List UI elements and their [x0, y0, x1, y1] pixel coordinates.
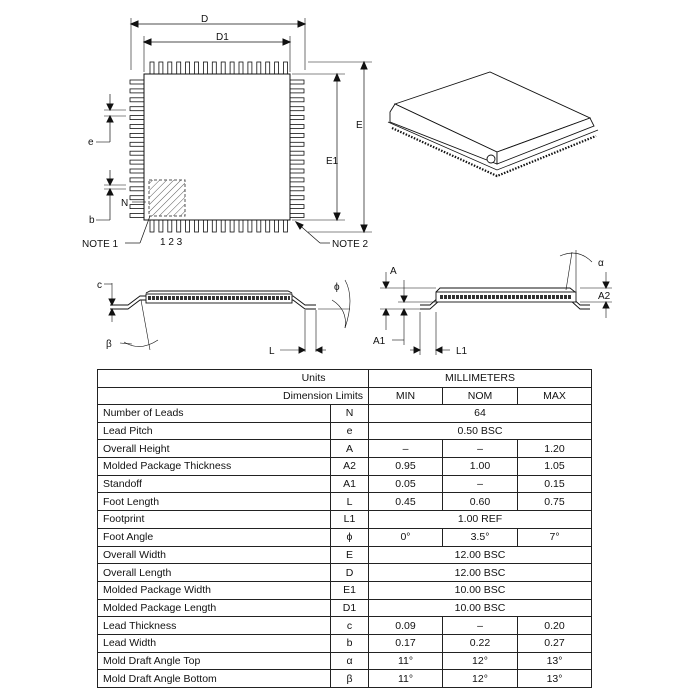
- symbol-cell: L1: [331, 511, 369, 529]
- parameter-cell: Mold Draft Angle Top: [98, 652, 331, 670]
- symbol-cell: A: [331, 440, 369, 458]
- min-cell: 11°: [369, 652, 443, 670]
- lead: [130, 187, 144, 191]
- value-cell: 0.50 BSC: [369, 422, 592, 440]
- lead: [177, 62, 181, 74]
- lead: [203, 220, 207, 232]
- label-E1: E1: [326, 156, 339, 167]
- lead: [284, 62, 288, 74]
- table-row: [98, 405, 592, 423]
- lead: [130, 133, 144, 137]
- max-cell: 13°: [518, 670, 592, 688]
- limits-header-row: [98, 387, 592, 405]
- lead: [130, 89, 144, 93]
- lead: [212, 220, 216, 232]
- label-A: A: [390, 266, 397, 277]
- table-row: [98, 599, 592, 617]
- label-E: E: [356, 120, 363, 131]
- parameter-cell: Footprint: [98, 511, 331, 529]
- max-header: MAX: [518, 387, 592, 405]
- nom-cell: 12°: [443, 670, 518, 688]
- lead: [290, 205, 304, 209]
- lead: [275, 220, 279, 232]
- parameter-cell: Overall Width: [98, 546, 331, 564]
- value-cell: 10.00 BSC: [369, 581, 592, 599]
- label-pins: 1 2 3: [160, 237, 183, 248]
- max-cell: 1.20: [518, 440, 592, 458]
- label-N: N: [121, 198, 129, 209]
- symbol-cell: N: [331, 405, 369, 423]
- lead: [130, 151, 144, 155]
- lead: [130, 214, 144, 218]
- parameter-cell: Lead Width: [98, 634, 331, 652]
- lead: [290, 80, 304, 84]
- units-value: MILLIMETERS: [369, 370, 592, 388]
- lead: [290, 142, 304, 146]
- min-cell: 0.45: [369, 493, 443, 511]
- lead: [221, 62, 225, 74]
- lead: [130, 160, 144, 164]
- lead: [203, 62, 207, 74]
- nom-cell: 1.00: [443, 458, 518, 476]
- nom-cell: 0.60: [443, 493, 518, 511]
- parameter-cell: Overall Height: [98, 440, 331, 458]
- lead: [290, 133, 304, 137]
- nom-cell: 0.22: [443, 634, 518, 652]
- lead: [230, 220, 234, 232]
- max-cell: 0.20: [518, 617, 592, 635]
- symbol-cell: β: [331, 670, 369, 688]
- lead: [130, 116, 144, 120]
- lead: [168, 62, 172, 74]
- table-row: [98, 493, 592, 511]
- table-row: [98, 617, 592, 635]
- parameter-cell: Lead Pitch: [98, 422, 331, 440]
- nom-cell: 3.5°: [443, 528, 518, 546]
- lead: [130, 196, 144, 200]
- label-c: c: [97, 280, 102, 291]
- min-cell: 0°: [369, 528, 443, 546]
- isometric-view: [388, 72, 598, 176]
- nom-cell: 12°: [443, 652, 518, 670]
- max-cell: 0.15: [518, 475, 592, 493]
- lead: [257, 220, 261, 232]
- label-beta: β: [106, 339, 112, 350]
- lead: [130, 98, 144, 102]
- lead: [130, 125, 144, 129]
- lead: [186, 62, 190, 74]
- symbol-cell: c: [331, 617, 369, 635]
- symbol-cell: e: [331, 422, 369, 440]
- parameter-cell: Molded Package Length: [98, 599, 331, 617]
- lead: [168, 220, 172, 232]
- symbol-cell: D1: [331, 599, 369, 617]
- nom-header: NOM: [443, 387, 518, 405]
- table-row: [98, 475, 592, 493]
- units-header-row: [98, 370, 592, 388]
- symbol-cell: E1: [331, 581, 369, 599]
- min-header: MIN: [369, 387, 443, 405]
- dimension-table: [97, 369, 592, 688]
- lead: [290, 107, 304, 111]
- lead: [177, 220, 181, 232]
- lead: [130, 205, 144, 209]
- symbol-cell: α: [331, 652, 369, 670]
- lead: [290, 214, 304, 218]
- limits-label: Dimension Limits: [98, 387, 369, 405]
- lead: [239, 220, 243, 232]
- side-view-left: [104, 280, 350, 353]
- lead: [290, 196, 304, 200]
- nom-cell: –: [443, 440, 518, 458]
- value-cell: 12.00 BSC: [369, 564, 592, 582]
- value-cell: 1.00 REF: [369, 511, 592, 529]
- symbol-cell: A1: [331, 475, 369, 493]
- lead: [290, 89, 304, 93]
- min-cell: 0.09: [369, 617, 443, 635]
- lead: [290, 125, 304, 129]
- table-row: [98, 422, 592, 440]
- lead: [266, 220, 270, 232]
- parameter-cell: Molded Package Thickness: [98, 458, 331, 476]
- table-row: [98, 564, 592, 582]
- lead: [284, 220, 288, 232]
- symbol-cell: E: [331, 546, 369, 564]
- parameter-cell: Standoff: [98, 475, 331, 493]
- parameter-cell: Molded Package Width: [98, 581, 331, 599]
- symbol-cell: L: [331, 493, 369, 511]
- lead: [130, 107, 144, 111]
- min-cell: 0.05: [369, 475, 443, 493]
- parameter-cell: Number of Leads: [98, 405, 331, 423]
- value-cell: 64: [369, 405, 592, 423]
- lead: [150, 220, 154, 232]
- value-cell: 10.00 BSC: [369, 599, 592, 617]
- table-row: [98, 652, 592, 670]
- parameter-cell: Lead Thickness: [98, 617, 331, 635]
- label-note1: NOTE 1: [82, 239, 119, 250]
- lead: [290, 160, 304, 164]
- label-A1: A1: [373, 336, 386, 347]
- nom-cell: –: [443, 475, 518, 493]
- table-row: [98, 511, 592, 529]
- nom-cell: –: [443, 617, 518, 635]
- label-alpha: α: [598, 258, 604, 269]
- lead: [195, 62, 199, 74]
- label-L1: L1: [456, 346, 468, 357]
- parameter-cell: Mold Draft Angle Bottom: [98, 670, 331, 688]
- lead: [290, 178, 304, 182]
- label-note2: NOTE 2: [332, 239, 369, 250]
- lead: [290, 187, 304, 191]
- lead: [248, 62, 252, 74]
- symbol-cell: ϕ: [331, 528, 369, 546]
- pin1-hatch: [149, 180, 185, 216]
- parameter-cell: Foot Angle: [98, 528, 331, 546]
- lead: [159, 62, 163, 74]
- label-D1: D1: [216, 32, 229, 43]
- units-spacer: [331, 370, 369, 388]
- table-row: [98, 458, 592, 476]
- lead: [186, 220, 190, 232]
- lead: [130, 80, 144, 84]
- lead: [130, 169, 144, 173]
- lead: [257, 62, 261, 74]
- label-e: e: [88, 137, 94, 148]
- max-cell: 1.05: [518, 458, 592, 476]
- lead: [290, 151, 304, 155]
- min-cell: –: [369, 440, 443, 458]
- table-row: [98, 546, 592, 564]
- lead: [230, 62, 234, 74]
- label-A2: A2: [598, 291, 611, 302]
- lead: [130, 142, 144, 146]
- table-row: [98, 634, 592, 652]
- symbol-cell: A2: [331, 458, 369, 476]
- units-label: Units: [98, 370, 331, 388]
- lead: [239, 62, 243, 74]
- side-view-right: [380, 250, 612, 355]
- max-cell: 13°: [518, 652, 592, 670]
- lead: [195, 220, 199, 232]
- table-row: [98, 670, 592, 688]
- max-cell: 0.27: [518, 634, 592, 652]
- table-row: [98, 581, 592, 599]
- lead: [221, 220, 225, 232]
- lead: [248, 220, 252, 232]
- symbol-cell: D: [331, 564, 369, 582]
- lead: [290, 116, 304, 120]
- label-b: b: [89, 215, 95, 226]
- table-row: [98, 528, 592, 546]
- label-L: L: [269, 346, 275, 357]
- max-cell: 0.75: [518, 493, 592, 511]
- top-view: [96, 18, 372, 243]
- lead: [266, 62, 270, 74]
- min-cell: 11°: [369, 670, 443, 688]
- lead: [290, 98, 304, 102]
- lead: [275, 62, 279, 74]
- max-cell: 7°: [518, 528, 592, 546]
- lead: [159, 220, 163, 232]
- label-phi: ϕ: [334, 282, 340, 293]
- lead: [212, 62, 216, 74]
- symbol-cell: b: [331, 634, 369, 652]
- min-cell: 0.17: [369, 634, 443, 652]
- label-D: D: [201, 14, 209, 25]
- parameter-cell: Overall Length: [98, 564, 331, 582]
- lead: [290, 169, 304, 173]
- value-cell: 12.00 BSC: [369, 546, 592, 564]
- min-cell: 0.95: [369, 458, 443, 476]
- lead: [130, 178, 144, 182]
- table-row: [98, 440, 592, 458]
- lead: [150, 62, 154, 74]
- parameter-cell: Foot Length: [98, 493, 331, 511]
